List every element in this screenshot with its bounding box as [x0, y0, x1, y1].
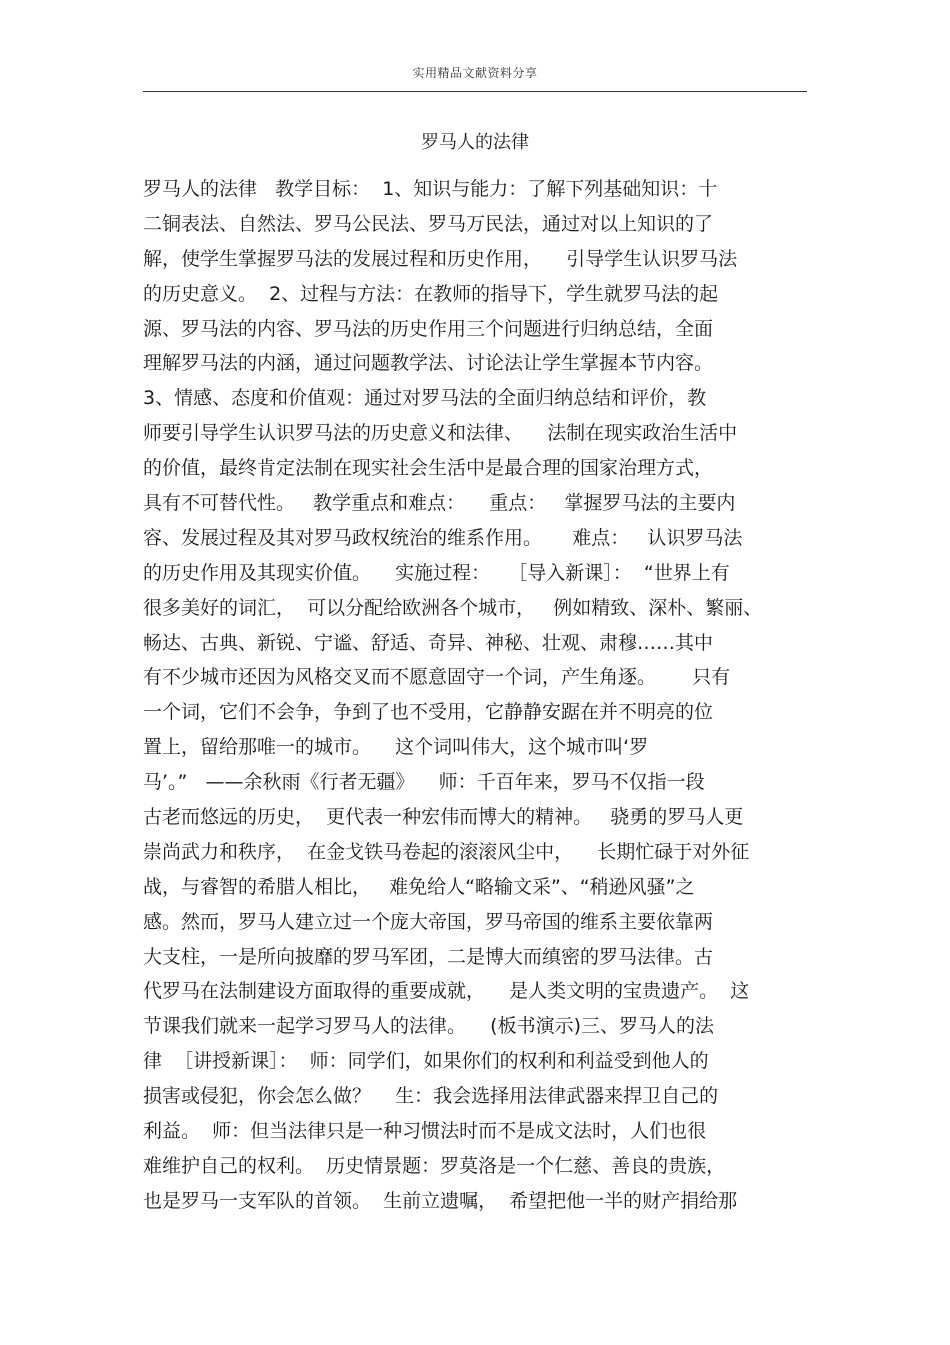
body-line: 马’。” ——余秋雨《行者无疆》 师：千百年来，罗马不仅指一段 — [143, 771, 705, 794]
body-line: 损害或侵犯，你会怎么做？ 生：我会选择用法律武器来捍卫自己的 — [143, 1085, 719, 1108]
body-line: 的历史作用及其现实价值。 实施过程： ［导入新课］： “世界上有 — [143, 561, 730, 584]
body-line: 也是罗马一支军队的首领。 生前立遗嘱， 希望把他一半的财产捐给那 — [143, 1189, 738, 1212]
document-title: 罗马人的法律 — [421, 132, 529, 153]
body-line: 具有不可替代性。 教学重点和难点： 重点： 掌握罗马法的主要内 — [143, 492, 736, 515]
body-line: 置上，留给那唯一的城市。 这个词叫伟大，这个城市叫‘罗 — [143, 736, 649, 759]
body-line: 容、发展过程及其对罗马政权统治的维系作用。 难点： 认识罗马法 — [143, 526, 743, 549]
body-line: 师要引导学生认识罗马法的历史意义和法律、 法制在现实政治生活中 — [143, 422, 738, 445]
body-line: 节课我们就来一起学习罗马人的法律。 (板书演示)三、罗马人的法 — [143, 1015, 714, 1038]
body-line: 一个词，它们不会争，争到了也不受用，它静静安踞在并不明亮的位 — [143, 701, 714, 724]
body-line: 很多美好的词汇， 可以分配给欧洲各个城市， 例如精致、深朴、繁丽、 — [143, 596, 763, 619]
body-line: 古老而悠远的历史， 更代表一种宏伟而博大的精神。 骁勇的罗马人更 — [143, 806, 744, 829]
body-line: 的价值，最终肯定法制在现实社会生活中是最合理的国家治理方式， — [143, 457, 714, 480]
body-line: 理解罗马法的内涵，通过问题教学法、讨论法让学生掌握本节内容。 — [143, 352, 714, 375]
body-line: 大支柱，一是所向披靡的罗马军团，二是博大而缜密的罗马法律。古 — [143, 945, 714, 968]
body-line: 3、情感、态度和价值观：通过对罗马法的全面归纳总结和评价，教 — [143, 387, 707, 410]
body-line: 代罗马在法制建设方面取得的重要成就， 是人类文明的宝贵遗产。 这 — [143, 980, 750, 1003]
header-divider — [143, 91, 807, 92]
body-line: 利益。 师：但当法律只是一种习惯法时而不是成文法时，人们也很 — [143, 1120, 707, 1143]
page-header: 实用精品文献资料分享 — [412, 66, 538, 80]
body-line: 崇尚武力和秩序， 在金戈铁马卷起的滚滚风尘中， 长期忙碌于对外征 — [143, 840, 750, 863]
body-line: 难维护自己的权利。 历史情景题：罗莫洛是一个仁慈、善良的贵族， — [143, 1154, 726, 1177]
body-line: 畅达、古典、新锐、宁谧、舒适、奇异、神秘、壮观、肃穆……其中 — [143, 631, 714, 654]
body-line: 的历史意义。 2、过程与方法：在教师的指导下，学生就罗马法的起 — [143, 282, 719, 305]
body-line: 罗马人的法律 教学目标： 1、知识与能力：了解下列基础知识：十 — [143, 178, 718, 200]
document-body — [143, 172, 843, 1219]
body-line: 战，与睿智的希腊人相比， 难免给人“略输文采”、“稍逊风骚”之 — [143, 875, 695, 898]
body-line: 感。然而，罗马人建立过一个庞大帝国，罗马帝国的维系主要依靠两 — [143, 910, 714, 933]
body-line: 二铜表法、自然法、罗马公民法、罗马万民法，通过对以上知识的了 — [143, 212, 714, 235]
body-line: 有不少城市还因为风格交叉而不愿意固守一个词，产生角逐。 只有 — [143, 666, 731, 689]
body-line: 律 ［讲授新课］： 师：同学们，如果你们的权利和利益受到他人的 — [143, 1050, 709, 1073]
body-line: 源、罗马法的内容、罗马法的历史作用三个问题进行归纳总结，全面 — [143, 317, 714, 340]
body-line: 解，使学生掌握罗马法的发展过程和历史作用， 引导学生认识罗马法 — [143, 247, 738, 270]
